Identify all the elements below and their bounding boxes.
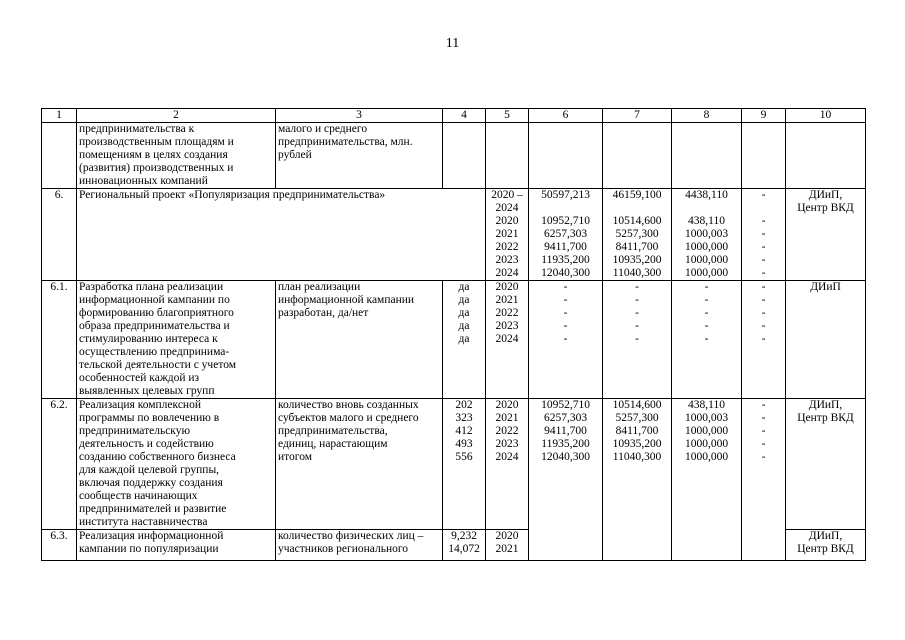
indicator-cell: малого и среднего предпринимательства, млн. рублей [276,123,443,189]
table-row-6-2 [42,399,866,530]
program-table [41,108,866,561]
indicator-values: 202 323 412 493 556 [443,399,486,530]
years-cell: 2020 2021 [486,530,529,561]
years-cell: 2020 2021 2022 2023 2024 [486,281,529,399]
federal-funding-cell: 46159,100 10514,600 5257,300 8411,700 10935,200 11040,300 [603,189,672,281]
other-funding-cell: - - - - - [742,281,786,399]
measure-cell: Реализация комплексной программы по вовлечению в предпринимательскую деятельность и содействию созданию собственного бизнеса для каждой целевой группы, включая поддержку создания сообществ начинающих предпринимателей и развитие института наставничества [77,399,276,530]
regional-funding-cell: 4438,110 438,110 1000,003 1000,000 1000,000 1000,000 [672,189,742,281]
indicator-values: 9,232 14,072 [443,530,486,561]
column-header: 8 [672,109,742,123]
column-header: 9 [742,109,786,123]
table-row-continuation [42,123,866,189]
table-row-6-1 [42,281,866,399]
executor-cell: ДИиП, Центр ВКД [786,189,866,281]
executor-cell: ДИиП, Центр ВКД [786,530,866,561]
indicator-cell: количество вновь созданных субъектов малого и среднего предпринимательства, единиц, нарастающим итогом [276,399,443,530]
table-row-6 [42,189,866,281]
total-funding-cell: 50597,213 10952,710 6257,303 9411,700 11935,200 12040,300 [529,189,603,281]
total-funding-cell: 10952,710 6257,303 9411,700 11935,200 12040,300 [529,399,603,561]
project-title: Региональный проект «Популяризация предпринимательства» [77,189,486,281]
column-header: 6 [529,109,603,123]
regional-funding-cell: - - - - - [672,281,742,399]
page-number: 11 [445,36,460,51]
federal-funding-cell: 10514,600 5257,300 8411,700 10935,200 11040,300 [603,399,672,561]
measure-cell: Реализация информационной кампании по популяризации [77,530,276,561]
row-number: 6. [42,189,77,281]
indicator-cell: план реализации информационной кампании разработан, да/нет [276,281,443,399]
indicator-values: да да да да да [443,281,486,399]
column-header: 7 [603,109,672,123]
federal-funding-cell: - - - - - [603,281,672,399]
row-number: 6.1. [42,281,77,399]
regional-funding-cell: 438,110 1000,003 1000,000 1000,000 1000,000 [672,399,742,561]
other-funding-cell: - - - - - - [742,189,786,281]
years-cell: 2020 2021 2022 2023 2024 [486,399,529,530]
measure-cell: Разработка плана реализации информационной кампании по формированию благоприятного образа предпринимательства и стимулированию интереса к осуществлению предпринима- тельской деятельности с учетом особенностей каждой из выявленных целевых групп [77,281,276,399]
column-header: 4 [443,109,486,123]
other-funding-cell: - - - - - [742,399,786,561]
indicator-cell: количество физических лиц – участников регионального [276,530,443,561]
column-header: 2 [77,109,276,123]
column-header: 1 [42,109,77,123]
column-header: 3 [276,109,443,123]
header-row [42,109,866,123]
row-number: 6.3. [42,530,77,561]
column-header: 5 [486,109,529,123]
years-cell: 2020 – 2024 2020 2021 2022 2023 2024 [486,189,529,281]
row-number: 6.2. [42,399,77,530]
executor-cell: ДИиП, Центр ВКД [786,399,866,530]
measure-cell: предпринимательства к производственным площадям и помещениям в целях создания (развития) производственных и инновационных компаний [77,123,276,189]
total-funding-cell: - - - - - [529,281,603,399]
column-header: 10 [786,109,866,123]
executor-cell: ДИиП [786,281,866,399]
